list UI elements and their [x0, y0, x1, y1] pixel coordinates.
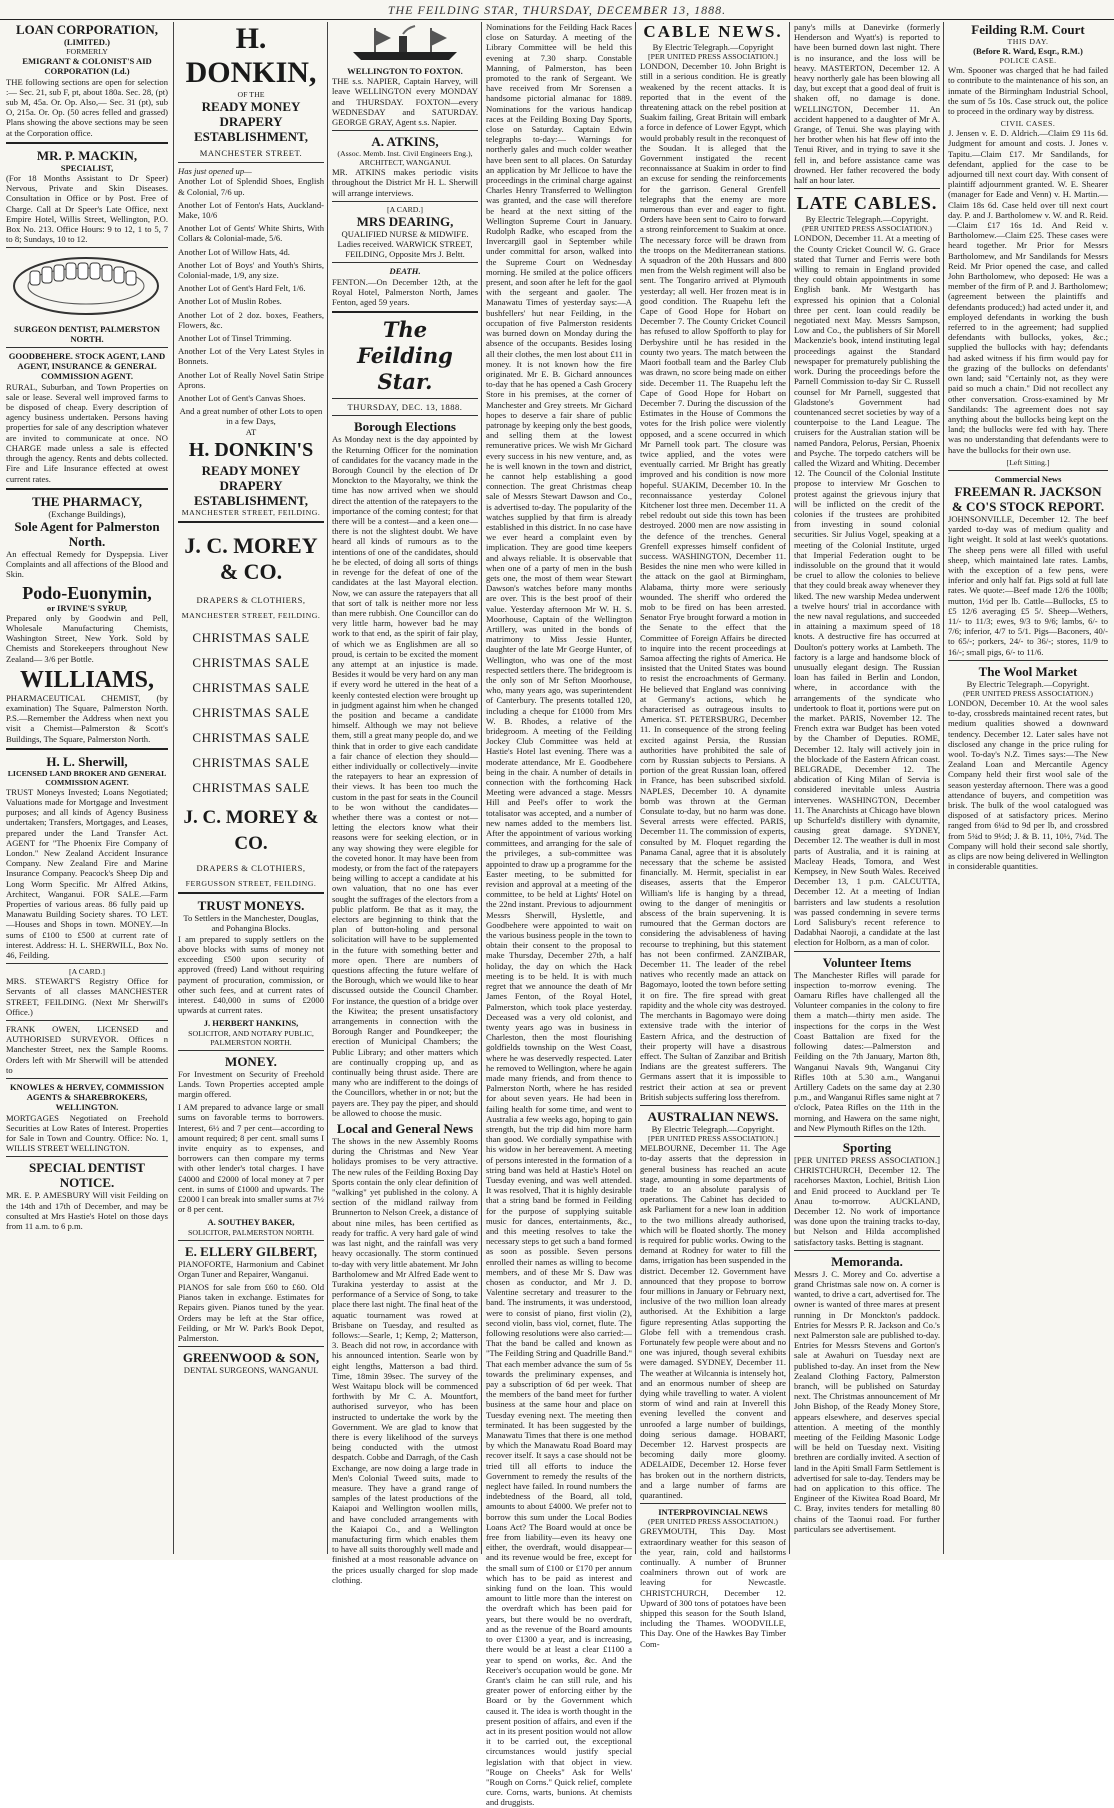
late-assoc: (PER UNITED PRESS ASSOCIATION.): [802, 224, 932, 234]
baker-sub: SOLICITOR, PALMERSTON NORTH.: [188, 1227, 314, 1237]
loan-old-name: EMIGRANT & COLONIST'S AID CORPORATION (Ld.): [22, 56, 152, 77]
more-lots: And a great number of other Lots to open in a few Days,: [179, 406, 323, 427]
late-cables-head: LATE CABLES.: [796, 193, 938, 214]
mackin-body: (For 18 Months Assistant to Dr Speer) Nervous, Private and Skin Diseases. Consultation in Office or by Post. Free of Charge. Call at Dr Speer's Late Office, next Empire Hotel, Willis Street, Wellington, P.O. Box No. 213. Office Hours: 9 to 12, 1 to 5, 7 to 8; Sundays, 10 to 12.: [6, 173, 168, 245]
dentures-illustration: [6, 251, 166, 321]
local-general-body: The shows in the new Assembly Rooms during the Christmas and New Year holidays promises to be very attractive. The new rules of the Feilding Boxing Day Sports contain the only clear definition of "walking" yet published in the colony. A section of the midland railway from Brunnerton to Nelson Creek, a distance of about nine miles, has been certified as ready for traffic. A very hard gale of wind was last night, and the rainfall was very heavy occasionally. The storm continued to-day with very little abatement. Mr John Bartholomew and Mr Alfred Eade went to Turakina yesterday to assist at the performance of a Service of Song, to take place there last night. The final heat of the aquatic tournament was rowed at Brisbane on Tuesday, and resulted as follows:—Searle, 1; Kemp, 2; Matterson, 3. Beach did not row, in accordance with his announced intention. Searle won by eight lengths, Matterson a bad third. Time, 18min 39sec. The survey of the West Waitapu block will be commenced forthwith by Mr C. A. Mountfort, authorised surveyor, who has been instructed to undertake the work by the Government. We are glad to know that there is every likelihood of the surveys being conducted with the utmost despatch. Cobbe and Darragh, of the Cash Exchange, are now doing a large trade in Men's Colonial Tweed suits, made to measure. They have a grand range of samples of the latest productions of the Kaiapoi and Wellington woollen mills, and have concluded arrangements with the Kaiapoi Co., and a Wellington manufacturing firm which enables them to have all suits thoroughly well made and finished at a most reasonable advance on the prices usually charged for slop made clothing.: [332, 1136, 478, 1585]
court-body-1: Wm. Spooner was charged that he had failed to contribute to the maintenance of his son, an inmate of the Birmingham Industrial School, the sum of 5s 10s. Case struck out, the police to proceed in the ordinary way by distress.: [948, 65, 1108, 117]
mortgage-body: MORTGAGES Negotiated on Freehold Securities at Low Rates of Interest. Properties for Sale in Town and Country. Office: No. 1, WILLIS STREET WELLINGTON.: [6, 1112, 168, 1154]
mackin-title: SPECIALIST,: [60, 162, 114, 173]
australian-news-head: AUSTRALIAN NEWS.: [647, 1108, 779, 1124]
divider: [6, 347, 168, 348]
column-7: [948, 22, 1108, 1552]
pharmacy-title: THE PHARMACY,: [31, 493, 143, 509]
divider: [332, 201, 478, 202]
donkins-title: H. DONKIN'S: [188, 438, 314, 461]
left-sitting: [Left Sitting.]: [1006, 457, 1050, 467]
death-head: DEATH.: [389, 266, 421, 277]
atkins-name: A. ATKINS,: [371, 134, 439, 150]
aus-body: MELBOURNE, December 11. The Age to-day asserts that the depression in general business has reached an acute stage, amounting in some departments of trade to an absolute paralysis of operations. The Cabinet has decided to ask Parliament for a new loan in addition to the two millions already authorised, which will be floated shortly. The money is required for public works. Owing to the demand at Rodney for water to fill the dams, irrigation has been suspended in the district. December 12. Government have announced that they propose to borrow four millions in January or February next, inclusive of the two million loan already authorised. At the Exhibition a large figure representing Atlas supporting the Globe fell with a tremendous crash. Fortunately few people were about and no one was injured, though several exhibits were damaged. SYDNEY, December 11. The weather at Wilcannia is intensely hot, and an enormous number of sheep are dying while travelling to water. A violent storm of wind and rain at Inverell this evening levelled the convent and unroofed a large number of buildings, doing serious damage. HOBART, December 12. Harvest prospects are becoming daily more gloomy. ADELAIDE, December 12. Horse fever has broken out in the northern districts, and a large number of farms are quarantined.: [640, 1143, 786, 1501]
dentist-notice: SPECIAL DENTIST NOTICE.: [29, 1160, 145, 1191]
column-5: [640, 22, 786, 1649]
wool-assoc: (PER UNITED PRESS ASSOCIATION.): [963, 688, 1093, 698]
cable-body: LONDON, December 10. John Bright is still in a serious condition. He is greatly weakened by the recent attacks. It is reported that in the event of the threatening attack on the rebel position at Suakim failing, Great Britain will embark a force in defence of Lower Egypt, which would probably result in the reconquest of the Soudan. It is alleged that the Government instigated the recent reconnaissance at Suakim in order to find an excuse for sending the reinforcements for the garrison. General Grenfell telegraphs that the enemy are more numerous than ever and eager to fight. Orders have been sent to Cairo to forward a strong reinforcement to Suakim at once. The necessary force will be drawn from the troops on the Mediterranean stations. A squadron of the 20th Hussars and 800 men from the Welsh regiment will also be sent. The Tongariro arrived at Plymouth yesterday; all well. Her frozen meat is in good condition. The Ruapehu left the Cape of Good Hope for Hobart on December 7. The County Cricket Council has refused to allow Spofforth to play for Derbyshire until he has resided in the county two years. The match between the Maori football team and the Barley Club was drawn, no score being made on either side. December 11. The Ruapehu left the Cape of Good Hope for Hobart on December 7. During the discussion of the Estimates in the House of Commons the votes for the Irish police were violently opposed, and a scene occurred in which Mr Parnell took part. The closure was twice applied, and the votes were eventually carried. Mr Bright has greatly improved and his condition is now more hopeful. SUAKIM, December 10. In the reconnaissance yesterday Colonel Kitchener lost three men. December 11. A rebel redoubt out side this town has been destroyed. 2000 men are now assisting in the defence of the trenches. General Grenfell expresses himself confident of success. WASHINGTON, December 11. Besides the nine men who were killed in the attack on the gaol at Birmingham, Alabama, thirty more were seriously wounded. The sheriff who ordered the mob to be fired on has been arrested. Senator Frye brought forward a motion in the Senate to the effect that the Committee of Foreign Affairs be directed to inquire into the recent proceedings at Samoa affecting the rights of America. He insisted that the United States was bound to resist the encroachments of Germany. He believed that England was conniving at Germany's actions, which he characterised as outrageous insults to America. ST. PETERSBURG, December 11. In consequence of the strong feeling excited against Persia, the Russian authorities have prohibited the sale of corn by Russian subjects to Persians. A portion of the great Russian loan, offered in France, has been subscribed sixfold. NAPLES, December 10. A dynamite bomb was thrown at the German Consulate to-day, but no harm was done. Several arrests were effected. PARIS, December 11. The commission of experts, consulted by M. Floquet regarding the Panama Canal, agree that it is absolutely necessary that the scheme be assisted financially. M. Hermit, specialist in ear diseases, asserts that the Emperor William's life is hanging by a thread, owing to the danger of meningitis or abscess of the brain supervening. It is rumoured that the German doctors are considering the advisableness of having recourse to trephining, but this statement has not been confirmed. ZANZIBAR, December 11. The leader of the rebel natives who recently made an attack on Bagomayo, looted the town before setting it on fire. The fire spread with great rapidity and the whole city was destroyed. The merchants in Bagomayo were doing extensive trade with the interior of Eastern Africa, and the destruction of their property will have a disastrous effect. The Sultan of Zanzibar and British Indians are the greatest sufferers. The Germans assert that it is impossible to restrict their action at sea or prevent British subjects suffering loss therefrom.: [640, 61, 786, 1102]
advance-body: I AM prepared to advance large or small sums on favorable terms to borrowers. Interest, 6½ and 7 per cent—according to amount required; 8 per cent. small sums I invite enquiry as to expenses, and borrowers can then compare my terms with other lender's total charges. I have £4000 and £2000 of local money at 7 per cent. in sums of £1000 and upwards. The £2000 I can break into smaller sums at 7½ or 8 per cent.: [178, 1102, 324, 1215]
atkins-body: MR. ATKINS makes periodic visits throughout the District Mr H. L. Sherwill will arrange interviews.: [332, 167, 478, 198]
late-body: LONDON, December 11. At a meeting of the County Cricket Council W. G. Grace stated that Turner and Ferris were both willing to remain in England provided they could obtain appointments in some English bank. Mr Westgarth has expressed his opinion that a Colonial three per cent. loan could readily be negotiated next May. Messrs Sampson, Low and Co., the publishers of Sir Morell Mackenzie's book, intend instituting legal proceedings against the Standard newspaper for prematurely publishing the work. During the proceedings before the Parnell Commission to-day Sir C. Russell counsel for Mr Parnell, suggested that Gladstone's Government had countenanced secret societies by way of a counterpoise to the Land League. The cruisers for the Australian station will be named Pandora, Pelorus, Persian, Phoenix and Psyche. The torpedo catchers will be called the Wizard and Whiting. December 12. The Council of the Colonial Institute propose to interview Mr Goschen to protest against the grievous injury that will be inflicted on the credit of the colonies if the trustees are prohibited from investing in sound colonial securities. Sir Julius Vogel, speaking at a meeting of the Colonial Institute, urged that Imperial Federation ought to be indissoluble on the ground that it would be cruel to allow the colonies to believe that they could break away whenever they liked. The new warship Medea underwent a twelve hours' trial in accordance with the new naval regulations, and succeeded in attaining a maximum speed of 18 knots. A destructive fire has occurred at Doulton's pottery works at Lambeth. The factory is a large and handsome block of unusually elegant design. The Russian loan has failed in Berlin and London, where, in accordance with the arrangements of the syndicate who undertook to float it, portions were put on the market. PARIS, November 12. The French extra war Budget has been voted by the Chamber of Deputies. ROME, December 12. Italy will actively join in the blockade of the Eastern African coast. BELGRADE, December 12. The abdication of King Milan of Servia is considered inevitable unless Austria intervenes. WASHINGTON, December 11. The Anarchists at Chicago have blown up Schurfeld's distillery with dynamite, causing great damage. SYDNEY, December 12. The weather is dull in most parts of Australia, and it is raining at Macleay Heads, Tomora, and West Kempsey, in New South Wales. Received December 13, 1 p.m. CALCUTTA, December 12. At a meeting of Indian barristers and law students a resolution was passed condemning in severe terms Lord Salisbury's recent reference to Dadabhai Naoroji, a candidate at the last election for Holborn, as a man of color.: [794, 233, 940, 948]
napier-body: THE s.s. NAPIER, Captain Harvey, will leave WELLINGTON every MONDAY and THURSDAY. FOXTON—every WEDNESDAY and SATURDAY. GEORGE GRAY, Agent s.s. Napier.: [332, 76, 478, 128]
court-day: THIS DAY.: [1007, 37, 1049, 46]
sherwill-name: H. L. Sherwill,: [46, 753, 128, 769]
loan-title: LOAN CORPORATION,: [15, 22, 159, 37]
late-by: By Electric Telegraph.—Copyright.: [805, 214, 929, 225]
at-label: AT: [245, 426, 257, 437]
court-before: (Before R. Ward, Esqr., R.M.): [973, 46, 1083, 56]
local-general-head: Local and General News: [336, 1121, 474, 1137]
hankins-sub: SOLICITOR, AND NOTARY PUBLIC, PALMERSTON NORTH.: [188, 1028, 314, 1047]
divider: [794, 1136, 940, 1137]
lot-item: Another Lot of Tinsel Trimming.: [178, 333, 292, 344]
pharmacy-sub: (Exchange Buildings),: [48, 508, 126, 519]
aus-by: By Electric Telegraph.—Copyright.: [651, 1123, 775, 1134]
ready-money-2: READY MONEY DRAPERY ESTABLISHMENT,: [193, 462, 309, 508]
amesbury-body: MR. E. P. AMESBURY Will visit Feilding on the 14th and 17th of December, and may be consulted at Mrs Hastie's Hotel on those days from 11 a.m. to 6 p.m.: [6, 1190, 168, 1232]
donkin-title: H. DONKIN,: [185, 22, 317, 89]
trust-moneys-sub: To Settlers in the Manchester, Douglas, and Pohangina Blocks.: [183, 913, 319, 934]
lot-item: Another Lot of Really Novel Satin Stripe Aprons.: [178, 369, 324, 390]
christmas-sale: CHRISTMAS SALE: [192, 655, 310, 671]
stock-body: JOHNSONVILLE, December 12. The beef yarded to-day was of medium quality and light weight. It sold at last week's quotations. The sheep pens were all filled with useful sheep, which maintained late rates. Lambs, with the exception of a few pens, were inferior and only half fat. Pigs sold at full late rates. We quote:—Beef made 12/6 the 100lb; mutton, 1½d per lb. Cattle—Bullocks, £5 to £5 12/6 averaging £5 5/. Sheep—Wethers, 11/- to 11/3; ewes, 9/3 to 9/6; lambs, 6/- to 7/6; inferior, 4/7 to 5/1. Pigs—Baconers, 40/- to 65/-; porkers, 24/- to 36/-; stores, 11/9 to 16/-; small pigs, 6/- to 11/6.: [948, 513, 1108, 657]
divider: [178, 162, 324, 163]
divider: [6, 1078, 168, 1079]
loan-formerly: FORMERLY: [66, 47, 108, 57]
volunteer-body: The Manchester Rifles will parade for inspection to-morrow evening. The Oamaru Rifles have challenged all the Volunteer companies in the colony to fire them a match—thirty men aside. The inspections for the corps in the West Coast Battalion are fixed for the following dates:—Palmerston and Feilding on the 7th January, Marton 8th, Wanganui Navals 9th, Wanganui City Rifles 10th at 5.30 a.m., Wanganui Artillery Cadets on the same day at 2.30 p.m., and Wanganui Rifles same night at 7 o'clock, Patea Rifles on the 11th in the morning, and Hawera on the same night, and New Plymouth Rifles on the 12th.: [794, 969, 940, 1133]
divider: [6, 488, 168, 490]
of-the: OF THE: [237, 90, 265, 99]
christmas-sale-list: [178, 630, 324, 795]
lot-item: Another Lot of Gents' White Shirts, With Collars & Colonial-made, 5/6.: [178, 223, 324, 244]
commercial-head: Commercial News: [994, 473, 1062, 484]
column-rule: [789, 22, 790, 1554]
column-6: [794, 22, 940, 1552]
mackin-name: MR. P. MACKIN,: [36, 147, 138, 163]
police-case: POLICE CASE.: [999, 56, 1057, 66]
podo-title: Podo-Euonymin,: [22, 582, 152, 603]
dentist-title: SURGEON DENTIST, PALMERSTON NORTH.: [14, 323, 160, 344]
trust-moneys-body: I am prepared to supply settlers on the above blocks with sums of money not exceeding £500 upon security of approved (freed) Land without requiring payment of procuration, commission, or other such fees, and at current rates of interest. £40,000 in sums of £2000 upwards at current rates.: [178, 933, 324, 1016]
divider: [6, 748, 168, 750]
memoranda-body: Messrs J. C. Morey and Co. advertise a grand Christmas sale now on. A corner is wanted, to drive a cart, advertised for. The owner is wanted of three mares at present running in Dr Monckton's paddock. Entries for Messrs P. R. Jackson and Co.'s next Palmerston sale are published to-day. Entries for Messrs Stevens and Gorton's sale at Awahuri on Tuesday next are published to-day. An inset from the New Zealand Clothing Factory, Palmerston branch, will be published on Saturday next. The Christmas announcement of Mr John Bishop, of the Ready Money Store, appears elsewhere, and deserves special attention. A meeting of the monthly meeting of the Feilding Masonic Lodge will be held on Tuesday next. Visiting brethren are cordially invited. A section of land in the Apiti Small Farm Settlement is advertised for sale to-day. Tenders may be had on application to this office. The Engineer of the Kiwitea Road Board, Mr C. Bray, invites tenders for metalling 80 chains of the Taonui road. For further particulars see advertisement.: [794, 1268, 940, 1534]
divider: [178, 892, 324, 894]
divider: [332, 398, 478, 399]
wool-market-head: The Wool Market: [978, 663, 1078, 679]
knowles-hervey: KNOWLES & HERVEY, COMMISSION AGENTS & SHAREBROKERS, WELLINGTON.: [9, 1082, 165, 1113]
goodbehere-head: GOODBEHERE. STOCK AGENT, LAND AGENT, INSURANCE & GENERAL COMMISSION AGENT.: [8, 351, 166, 382]
wool-body: LONDON, December 10. At the wool sales to-day, crossbreds maintained recent rates, but medium qualities showed a downward tendency. December 12. Later sales have not disclosed any change in the price ruling for wool. To-day's N.Z. Times says:—The New Zealand Loan and Mercantile Agency Company held their first wool sale of the season yesterday afternoon. There was a good attendance of buyers, and competition was brisk. The bulk of the wool catalogued was disposed of at satisfactory prices. Merino ranged from 6¼d to 9d per lb, and crossbred from 5¾d to 9½d; J. & B. 11, 10½, 7¼d. The Company will hold their second sale shortly, as clips are now being delivered in Wellington in considerable quantities.: [948, 697, 1108, 872]
dearing-name: MRS DEARING,: [356, 213, 454, 229]
inter-assoc: (PER UNITED PRESS ASSOCIATION.): [648, 1517, 778, 1527]
newspaper-title: The Feilding Star.: [357, 317, 453, 395]
lot-item: Another Lot of Fenton's Hats, Auckland-Make, 10/6: [178, 199, 324, 221]
pharmacy-body: An effectual Remedy for Dyspepsia. Liver Complaints and all affections of the Blood and Skin.: [6, 548, 168, 580]
dearing-sub: QUALIFIED NURSE & MIDWIFE. Ladies received. WARWICK STREET, FEILDING, Opposite Mrs J. Beltt.: [337, 228, 473, 260]
divider: [640, 1105, 786, 1106]
morey-title-2: J. C. MOREY & CO.: [183, 807, 319, 855]
divider: [6, 142, 168, 144]
masthead-rule: [0, 19, 1114, 20]
williams-body: PHARMACEUTICAL CHEMIST, (by examination) The Square, Palmerston North. P.S.—Remember the Address when next you visit a Chemist—Palmerston & Scott's Buildings, The Square, Palmerston North.: [6, 692, 168, 744]
atkins-sub: (Assoc. Memb. Inst. Civil Engineers Eng.), ARCHITECT, WANGANUI.: [337, 149, 473, 168]
divider: [178, 1346, 324, 1347]
sherwill-body: TRUST Moneys Invested; Loans Negotiated; Valuations made for Mortgage and Investment purposes; and all kinds of Agency Business undertaken; Transfers, Mortgages, and Leases, prepared under the Land Transfer Act. AGENT for "The Phoenix Fire Company of London." New Zealand Accident Insurance Company. New Zealand Fire and Marine Insurance Company. Peacock's Sheep Dip and Long Worm Specific. Mr Alfred Atkins, Architect, Wanganui. FOR SALE.—Farm Properties of various areas. 86 fully paid up Manawatu Building Society shares. TO LET.—Houses and Shops in town. MONEY.—In sums of £100 to £500 at current rate of interest. Address: H. L. SHERWILL, Box No. 46, Feilding.: [6, 786, 168, 960]
column-4: [486, 22, 632, 1808]
pianos-body: PIANOS for sale from £60 to £60. Old Pianos taken in exchange. Estimates for Repairs given. Pianos tuned by the year. Orders may be left at the Star office, Feilding, or Mr W. Park's Book Depot, Palmerston.: [178, 1281, 324, 1343]
lot-item: Another Lot of the Very Latest Styles in Bonnets.: [178, 346, 324, 367]
divider: [6, 963, 168, 964]
divider: [178, 1050, 324, 1051]
divider: [332, 415, 478, 416]
greenwood-sub: DENTAL SURGEONS, WANGANUI.: [183, 1365, 319, 1376]
williams-title: WILLIAMS,: [19, 666, 155, 693]
lot-item: Another Lot of Willow Hats, 4d.: [178, 246, 290, 257]
lot-item: Another Lot of Boys' and Youth's Shirts, Colonial-made, 1/9, any size.: [178, 259, 324, 281]
christmas-sale: CHRISTMAS SALE: [192, 680, 310, 696]
lot-item: Another Lot of Gent's Canvas Shoes.: [178, 393, 306, 404]
column-rule: [173, 22, 174, 1554]
civil-cases: CIVIL CASES.: [1000, 119, 1056, 129]
owen-surveyor: FRANK OWEN, LICENSED and AUTHORISED SURVEYOR. Offices n Manchester Street, nex the Sample Rooms. Orders left with Mr Sherwill will be attended to: [6, 1024, 168, 1075]
volunteer-head: Volunteer Items: [822, 954, 912, 970]
divider: [640, 1503, 786, 1504]
interprovincial-head: INTERPROVINCIAL NEWS: [658, 1507, 768, 1518]
divider: [178, 1240, 324, 1241]
column-3: [332, 22, 478, 1585]
cable-assoc: [PER UNITED PRESS ASSOCIATION.]: [648, 52, 778, 62]
sherwill-sub: LICENSED LAND BROKER AND GENERAL COMMISSION AGENT.: [7, 768, 167, 787]
lot-list: [178, 176, 324, 403]
column-rule: [481, 22, 482, 1554]
steamship-icon: [345, 24, 465, 64]
lot-item: Another Lot of 2 doz. boxes, Feathers, Flowers, &c.: [178, 309, 324, 330]
sporting-body: [PER UNITED PRESS ASSOCIATION.] CHRISTCHURCH, December 12. The racehorses Maxton, Lochiel, British Lion and Enid proceed to Auckland per Te Anau to-morrow. AUCKLAND, December 12. No work of importance was done upon the training tracks to-day, but Nelson and Hilda accomplished satisfactory tasks. Betting is stagnant.: [794, 1154, 940, 1247]
death-body: FENTON.—On December 12th, at the Royal Hotel, Palmerston North, James Fenton, aged 59 years.: [332, 276, 478, 308]
borough-elections-head: Borough Elections: [354, 419, 456, 435]
rural-body: RURAL, Suburban, and Town Properties on sale or lease. Several well improved farms to be disposed of cheap. Every description of agency business undertaken. Persons having properties for sale of any description whatever are invited to communicate at once. NO CHARGE made unless a sale is effected through the agency. Rents and debts collected. Fire and Life Insurance effected at owest current rates.: [6, 381, 168, 484]
irvine-syrup: or IRVINE'S SYRUP,: [46, 602, 128, 613]
fergusson-street: FERGUSSON STREET, FEILDING.: [185, 879, 317, 889]
wellington-foxton: WELLINGTON TO FOXTON.: [347, 66, 463, 76]
greenwood-name: GREENWOOD & SON,: [182, 1350, 320, 1366]
podo-body: Prepared only by Goodwin and Pell, Wholesale Manufacturing Chemists, Washington Street, New York. Sold by Chemists and Storekeepers throughout New Zealand— 3/6 per Bottle.: [6, 612, 168, 664]
wool-by: By Electric Telegraph.—Copyright.: [966, 678, 1090, 689]
christmas-sale: CHRISTMAS SALE: [192, 630, 310, 646]
divider: [6, 1020, 168, 1021]
morey-street: MANCHESTER STREET, FEILDING.: [181, 611, 321, 621]
lot-item: Another Lot of Gent's Hard Felt, 1/6.: [178, 283, 306, 294]
cable-news-head: CABLE NEWS.: [643, 22, 783, 41]
hankins-name: J. HERBERT HANKINS,: [203, 1018, 299, 1029]
column-2: [178, 22, 324, 1552]
christmas-sale: CHRISTMAS SALE: [192, 705, 310, 721]
opened-up: Has just opened up—: [178, 166, 252, 177]
column-1: [6, 22, 168, 1552]
inter-body: GREYMOUTH, This Day. Most extraordinary weather for this season of the year, rain, cold and hailstorms continually. A number of Brunner coalminers thrown out of work are leaving for Newcastle. CHRISTCHURCH, December 12. Upward of 300 tons of potatoes have been shipped this season for the South Island, including the Thames. WOODVILLE, This Day. One of the Hawkes Bay Timber Com-: [640, 1526, 786, 1649]
loan-limited: (LIMITED.): [63, 37, 111, 47]
divider: [332, 262, 478, 263]
aus-assoc: [PER UNITED PRESS ASSOCIATION.]: [648, 1134, 778, 1144]
memoranda-head: Memoranda.: [831, 1253, 903, 1269]
divider: [332, 311, 478, 313]
card-label: [A CARD.]: [69, 967, 105, 977]
card-label: [A CARD.]: [387, 204, 423, 214]
divider: [6, 247, 168, 248]
manchester-street: MANCHESTER STREET.: [199, 148, 303, 158]
divider: [332, 130, 478, 131]
borough-elections-body: As Monday next is the day appointed by the Returning Officer for the nomination of candidates for the vacancy made in the Borough Council by the election of Dr Monckton to the Mayoralty, we think the time has now arrived when we should direct the attention of the ratepayers to the importance of the coming contest; for that there will be a contest—and a keen one—there is not the slightest doubt. We have heard all kinds of rumours as to the intentions of one of the candidates, should he be elected, of doing all sorts of things in revenge for the defeat of one of the candidates at the last Mayoral election. Now, we can assure the ratepayers that all that sort of talk is neither more nor less than mere rubbish. One Councillor can do very little harm, however bad he may work to that end, as the spirit of fair play, of which we as Englishmen are all so proud, is certain to be excited the moment any attempt at an injustice is made. Besides it would be very hard on any man if every word he uttered in the heat of a keenly contested election were brought up in judgment against him when he changed the position and became a candidate himself. Although we may not believe them, still a great many people do, and we think that in order to give each candidate a fair chance of election they should—either individually or collectively—invite the ratepayers to hear an expression of their views. It has been too much the custom in the past for seats in the Council to be won without the candidates—whether there was a contest or not—letting the electors know what their reasons were for seeking election, or in any way showing they were elegible for the coveted honor. It may have been from modesty, or from the fact of the ratepayers being willing to accept a candidate at his own valuation, that no one has ever sought the suffrages of the electors from a public platform. Be that as it may, the electors are beginning to think that the plan of button-holing and personal solicitation will have to be supplemented in the future with something better and more open. There are numbers of questions affecting the future welfare of the Borough, which we would like to hear discussed outside the Council Chamber. For instance, the question of a bridge over the Kiwitea; the present unsatisfactory arrangements in connection with the Borough Ranger and Poundkeeper; the erection of Municipal Chambers; the Public Library; and other matters which are continually cropping up, and as continually being thrust aside. There are many who are indifferent to the doings of the Councillors, whether in or not; but the payers are. They pay the piper, and should be allowed to choose the music.: [332, 434, 478, 1118]
loan-body: THE following sections are open for selection :— Sec. 21, sub F, pt, about 180a. Sec. 28, (pt) sub M, 45a. Or. Op. Also,— Sec. 31 (pt), sub O, 215a. Or. Op. (50 acres felled and grassed) Plans showing the above sections may be seen at the Corporation office.: [6, 76, 168, 138]
page-masthead: THE FEILDING STAR, THURSDAY, DECEMBER 13, 1888.: [387, 3, 727, 17]
ready-money: READY MONEY DRAPERY ESTABLISHMENT,: [193, 99, 309, 144]
divider: [6, 1156, 168, 1157]
cable-by: By Electric Telegraph.—Copyright: [652, 42, 774, 52]
column-rule: [635, 22, 636, 1554]
column-rule: [327, 22, 328, 1554]
lot-item: Another Lot of Splendid Shoes, English & Colonial, 7/6 up.: [178, 176, 324, 197]
divider: [948, 660, 1108, 661]
divider: [794, 951, 940, 952]
gilbert-sub: PIANOFORTE, Harmonium and Cabinet Organ Tuner and Repairer, Wanganui.: [178, 1258, 324, 1279]
baker-name: A. SOUTHEY BAKER,: [207, 1217, 295, 1228]
drapers-clothiers-2: DRAPERS & CLOTHIERS,: [196, 863, 306, 874]
drapers-clothiers: DRAPERS & CLOTHIERS,: [196, 594, 306, 605]
trust-moneys-title: TRUST MONEYS.: [197, 898, 305, 914]
divider: [178, 521, 324, 523]
divider: [948, 470, 1108, 471]
manchester-street-2: MANCHESTER STREET, FEILDING.: [181, 507, 321, 517]
sole-agent: Sole Agent for Palmerston North.: [14, 518, 160, 549]
christmas-sale: CHRISTMAS SALE: [192, 780, 310, 796]
gilbert-name: E. ELLERY GILBERT,: [184, 1243, 317, 1259]
court-head: Feilding R.M. Court: [971, 22, 1085, 37]
column-rule: [943, 22, 944, 1554]
inter-continued: pany's mills at Danevirke (formerly Henderson and Wyatt's) is reported to have been burned down last night. There is no insurance, and the loss will be heavy. MASTERTON, December 12. A heavy northerly gale has been blowing all day, but except that a good deal of fruit is shaken off, no damage is done. WELLINGTON, December 11. An accident happened to a daughter of Mr A. Grange, of Tenui. She was playing with her brother when his hat flew off into the Tenui River, and in trying to save it she fell in, and before assistance came was drowned. Her father recovered the body half an hour later.: [794, 22, 940, 186]
money-title: MONEY.: [225, 1053, 277, 1069]
local-news-continued: Nominations for the Feilding Hack Races close on Saturday. A meeting of the Library Committee will be held this evening at 7.30 sharp. Constable Manning, of Palmerston, has been promoted to the rank of Sergeant. We have received from Mr Sorensen a handsome pictorial almanac for 1889. Nominations for the various handicap races at the Feilding Boxing Day Sports, close on Saturday. Captain Edwin telegraphs to-day:— Warnings for northerly gales and much colder weather have been sent to all places. On Saturday an application by Mr Jellicoe to have the proceedings in the criminal charge against Charles Henry Transferred to Wellington was granted, and the case will therefore be heard at the next sitting of the Wellington Supreme Court in January. Rudolph Radke, who escaped from the Invercargill gaol in September while under committal for arson, walked into the Supreme Court on Wednesday morning. He smiled at the police officers present, and soon after he left for the gaol with the sergeant and gaoler. The Manawatu Times of yesterday says:—A bushfellers' hut near Feilding, in the occupation of five Palmerston residents was burned down on Monday during the absence of the occupants. Besides losing all their clothes, the men lost about £11 in money. It is not known how the fire originated. Mr E. B. Gichard announces to-day that he has opened a Cash Grocery Store in his premises, at the corner of Manchester and Grey streets. Mr Gichard hopes to deserve a fair share of public patronage by keeping only the best goods, and selling them at the lowest remunerative prices. We wish Mr Gichard every success in his new venture, and, as he is well known in the town and district, he cannot help establishing a good connection. The great Christmas cheap sale of Messrs Stewart Dawson and Co., is advertised to-day. The popularity of the watches supplied by that firm is already established in this district. In no case have we ever heard a complaint even by implication. They are good time keepers and always reliable. It is observable that when one of a party of men in the bush gets one, the most of them wear Stewart Dawson's watches before many months are over. This is the best proof of their value. Yesterday afternoon Mr W. H. S. Moorhouse, Captain of the Wellington Artillery, was united in the bonds of matrimony to Miss Jessie Hunter, daughter of the late Mr George Hunter, of Wellington, who was one of the most respected settlers there. The bridegroom is the only son of Mr Sefton Moorhouse, who, many years ago, was superintendent of Canterbury. The presents totalled 120, including a cheque for £1000 from Mrs W. B. Rhodes, a relative of the bridegroom. A meeting of the Feilding Jockey Club Committee was held at Hastie's Hotel last evening. There was a moderate attendance, Mr E. Goodbehere being in the chair. A number of details in connection with the forthcoming Hack Meeting were advanced a stage. Messrs Hill and Peel's offer to work the totalisator was accepted, and a number of new names added to the members list. After the appointment of various working committees, and arranging for the sale of the privileges, a sub-committee was appointed to draw up a programme for the Easter meeting, to be submitted for revision and approval at a meeting of the committee, to be held at Lights' Hotel on the 22nd instant. Previous to adjournment Messrs Sherwill, Hyslettle, and Goodbehere were appointed to wait on the various business people in the town to obtain their consent to the proposal to make Thursday, December 27th, a half holiday, the day on which the Hack meeting is to be held. It is with much regret that we announce the death of Mr James Fenton, of the Royal Hotel, Palmerston, which took place yesterday. Deceased was a very old colonist, and twenty years ago was in business in Charleston, then the most flourishing goldfields township on the West Coast, where he was deservedly respected. Later he removed to Wellington, where he again made many friends, and from thence to Palmerston North, where he has resided for about seven years. He had been in failing health for some time, and went to Australia a few weeks ago, hoping to gain strength, but the trip did him more harm than good. We cordially sympathise with his widow in her bereavement. A meeting of persons interested in the formation of a string band was held at Hastie's Hotel on Tuesday evening, and was well attended. It was resolved, That it is highly desirable that a string band be formed in Feilding for the purpose of supplying suitable music for dances, entertainments, &c., and this meeting resolves to take the necessary steps to get such a band formed as soon as possible. Seven persons enrolled their names as willing to become members, and of these Mr S. Daw was chosen as conductor, and Mr J. D. Valentine secretary and treasurer to the band. The instruments, it was understood, were to consist of piano, first violin (2), second violin, bass viol, cornet, flute. The following resolutions were also carried:—That the band be called and known as "The Feilding String and Quadrille Band." That each member advance the sum of 5s towards the preliminary expenses, and pay a subscription of 6d per week. That the members of the band meet for further business at the same hour and place on Tuesday evening next. The meeting then terminated. It has been suggested by the Manawatu Times that there is one method by which the Manawatu Road Board may recover itself. It says a case should not be tried till all efforts to induce the Government to remedy the results of the neglect have failed. In round numbers the indebtedness of the Board, all told, amounts to about £4000. We prefer not to borrow this sum under the Local Bodies Loans Act? The Board would at once be free from liability—even its heavy one either, the overdraft, would disappear—and its revenue would be free, except for the small sum of £100 or £170 per annum which has to be paid as interest and sinking fund on the loan. This would amount to little more than the interest on the overdraft which has been paid for years, but there would be no overdraft, and as the revenue of the Board amounts to over £1300 a year, and is increasing, there would be at least a clear £1100 a year to spend on works, &c. And the Receiver's occupation would be gone. Mr Grant's claim he can still rule, and his greater power of enforcing either by the Board or by the Government which caused it. The idea is worth thought in the present position of affairs, and even if the act in its present position would not allow it to be carried out, the exceptional circumstances would justify special legislation with that object in view. "Rouge on Cheeks" Ask for Wells' "Rough on Corns." Quick relief, complete cure. Corns, warts, bunions. At chemists and druggists.: [486, 22, 632, 1808]
christmas-sale: CHRISTMAS SALE: [192, 755, 310, 771]
christmas-sale: CHRISTMAS SALE: [192, 730, 310, 746]
morey-title: J. C. MOREY & CO.: [184, 532, 318, 584]
lot-item: Another Lot of Muslin Robes.: [178, 296, 282, 307]
sporting-head: Sporting: [842, 1139, 892, 1155]
court-body-2: J. Jensen v. E. D. Aldrich.—Claim £9 11s 6d. Judgment for amount and costs. J. Jones v. Tapitu.—Claim £17. Mr Sandilands, for defendant, applied for the case to be adjourned till next court day. With consent of plaintiff adjournment granted. W. E. Shearer (manager for Eade and Venn) v. H. Martin.—Claim 18s 6d. Case held over till next court day. P. and J. Bartholomew v. W. and R. Reid.—Claim £17 16s 1d. And Reid v. Bartholomew.—Claim £25. These cases were heard together. Mr Prior for Messrs Bartholomew, and Mr Sandilands for Messrs Reid. Mr Prior opened the case, and called John Bartholomew, who deposed: He was a member of the firm of P. and J. Bartholomew; (agreement between the plaintiffs and defendants produced;) had acted under it, and employed defendants in working the bush referred to in the agreement; had supplied defendants with bullocks, yokes, &c.; supplied the bullocks with hay; defendants had asked witness if his firm would pay for the grazing of the bullocks on defendants' own land; said "Certainly not, as they were paid so much a chain." Did not recollect any other conversation. Cross-examined by Mr Sandilands: The agreement does not say anything about the bullocks being kept on the land; the bullocks were fed with hay. There was no understanding that defendants were to have the bullocks for their own use.: [948, 128, 1108, 455]
issue-date: THURSDAY, DEC. 13, 1888.: [347, 402, 463, 413]
money-body: For Investment on Security of Freehold Lands. Town Properties accepted ample margin offered.: [178, 1068, 324, 1099]
freeman-report: FREEMAN R. JACKSON & CO'S STOCK REPORT.: [951, 483, 1105, 514]
stewart-registry: MRS. STEWART'S Registry Office for Servants of all classes MANCHESTER STREET, FEILDING. (Next Mr Sherwill's Office.): [6, 976, 168, 1017]
divider: [794, 1250, 940, 1251]
divider: [794, 188, 940, 189]
